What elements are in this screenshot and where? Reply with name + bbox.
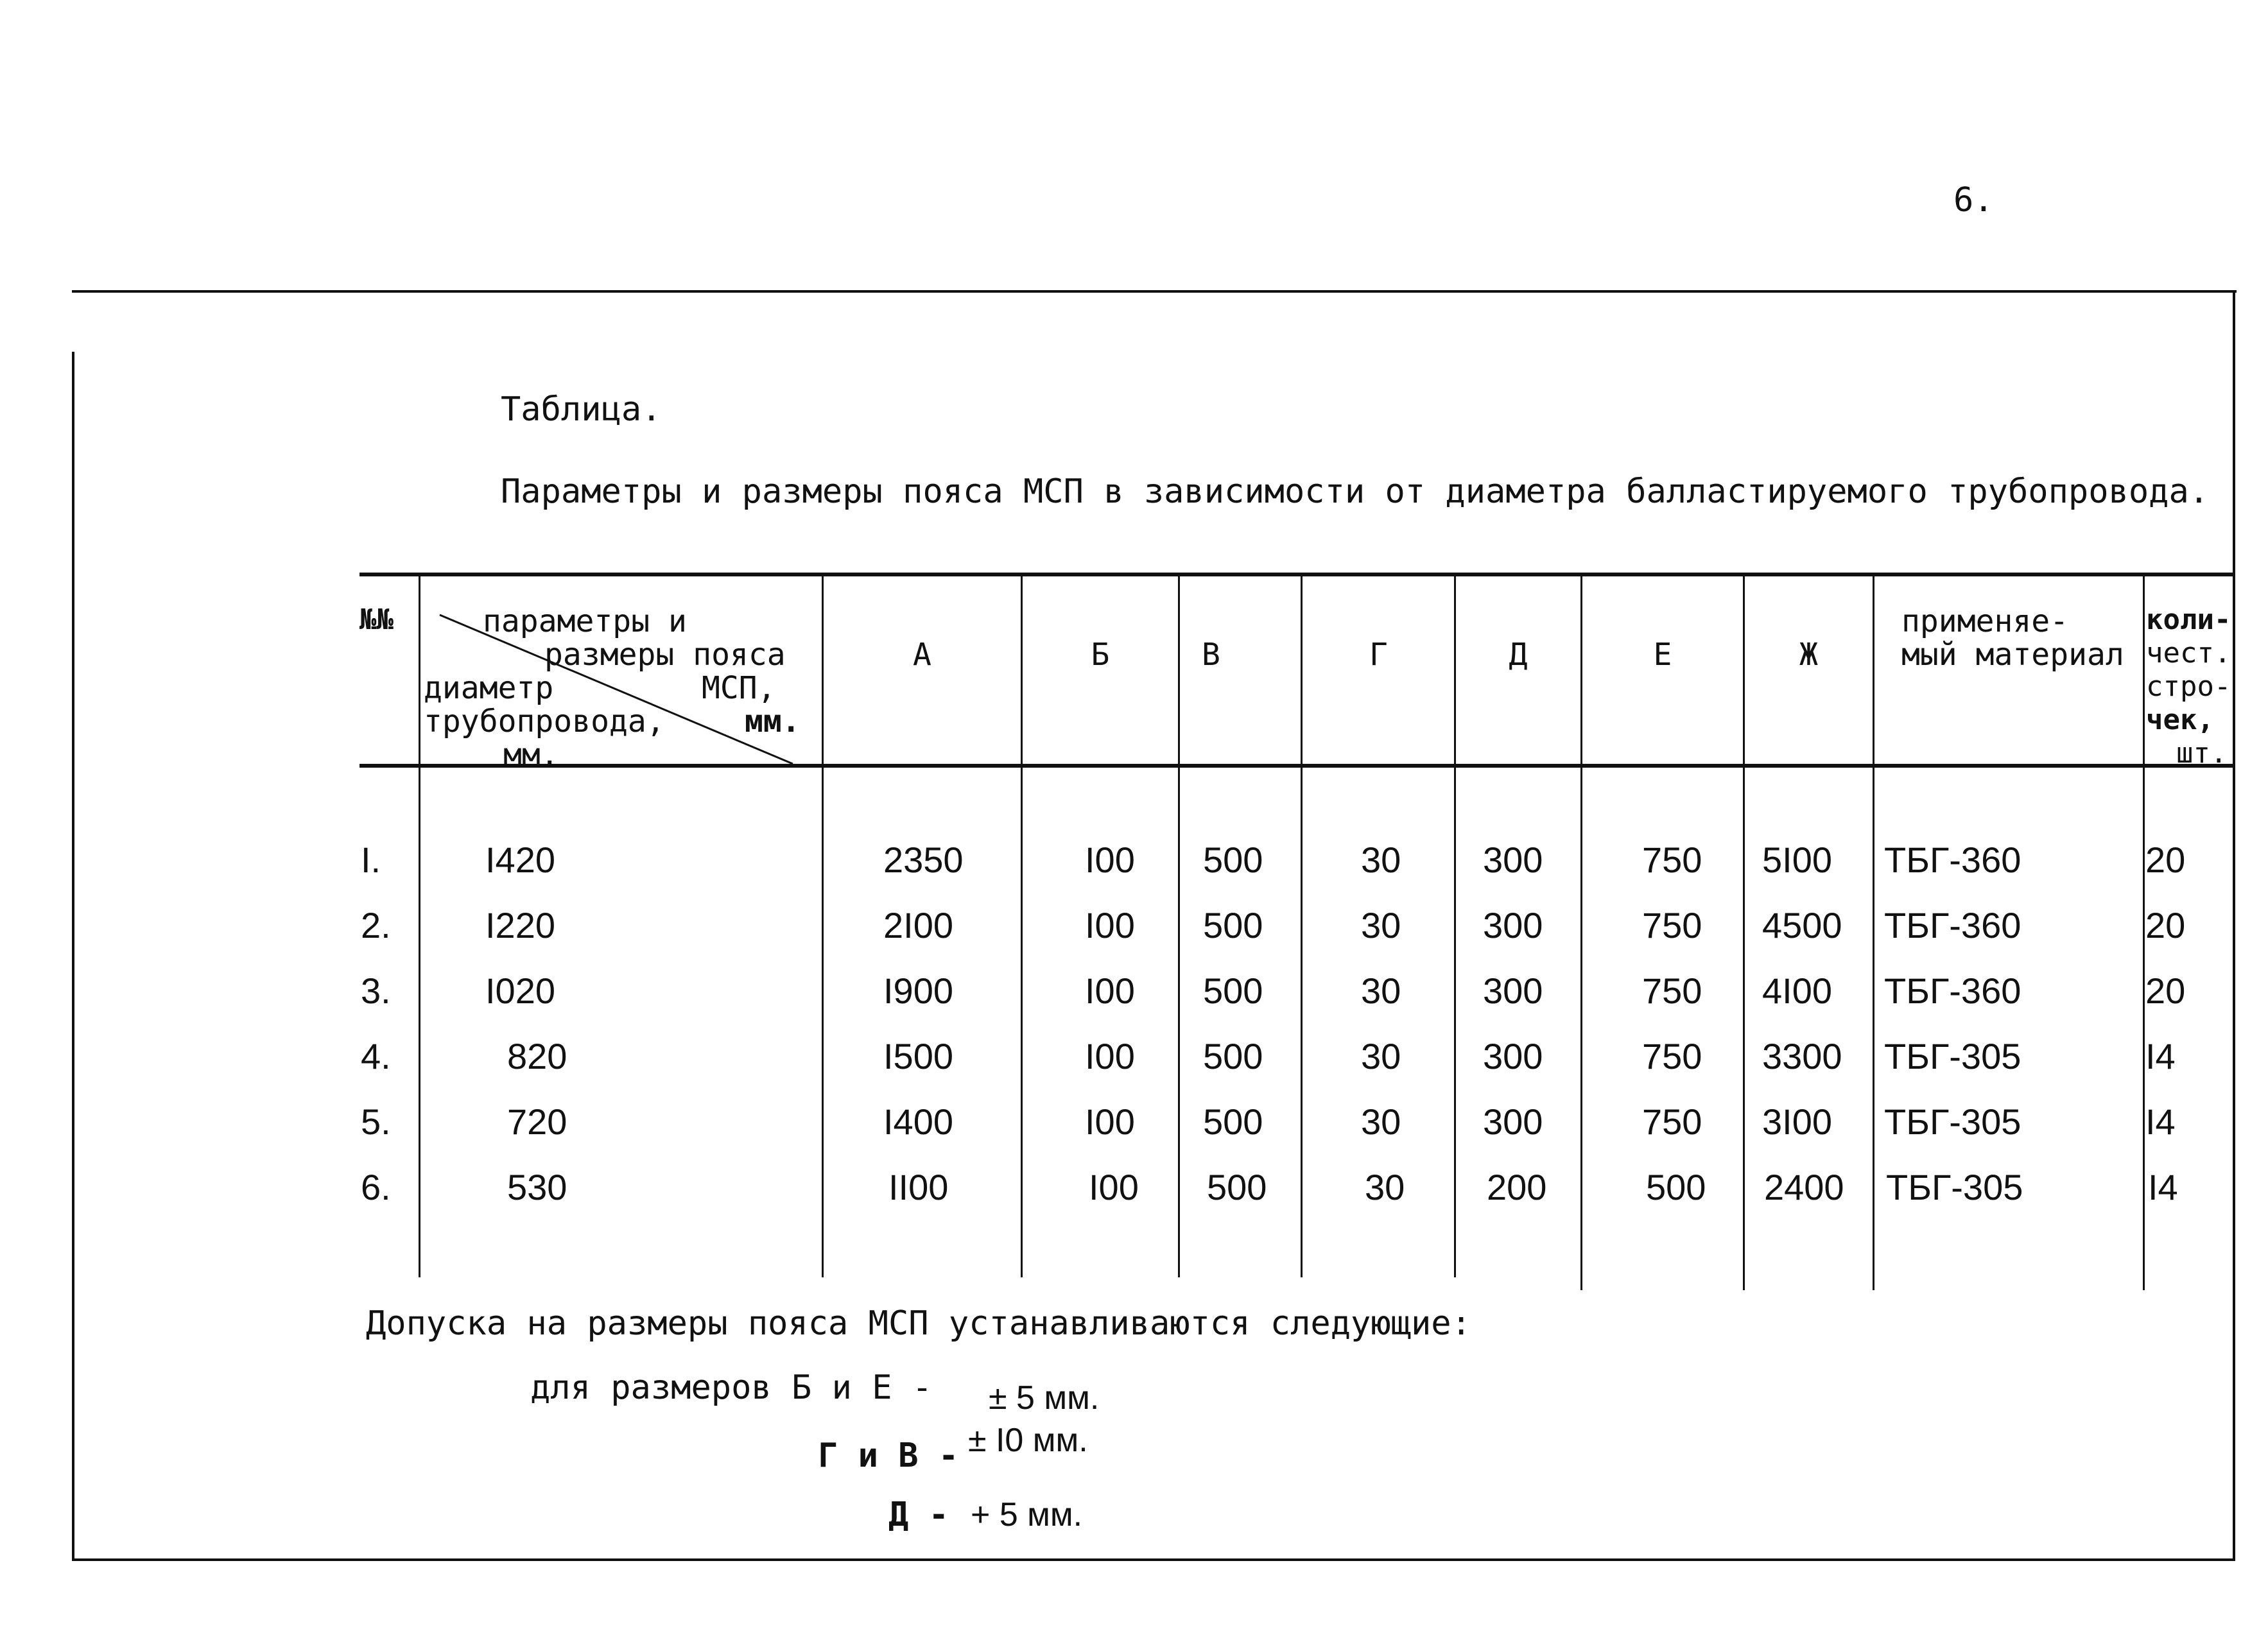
- cell-E: 750: [1642, 905, 1702, 945]
- cell-E: 750: [1642, 1101, 1702, 1142]
- cell-ZH: 4I00: [1762, 971, 1832, 1011]
- header-material-line1: применяе-: [1901, 603, 2069, 639]
- cell-material: ТБГ-305: [1884, 1101, 2021, 1142]
- cell-ZH: 2400: [1764, 1167, 1844, 1207]
- row-num: 2.: [361, 905, 391, 945]
- col-divider: [1743, 576, 1745, 1290]
- row-num: 5.: [361, 1101, 391, 1142]
- cell-B: I00: [1085, 905, 1135, 945]
- row-num: I.: [361, 840, 381, 880]
- row-diameter: 530: [507, 1167, 567, 1207]
- header-num: №№: [359, 603, 394, 636]
- header-col-B: Б: [1091, 637, 1110, 673]
- col-divider: [1873, 576, 1874, 1290]
- cell-B: I00: [1085, 971, 1135, 1011]
- row-diameter: 720: [507, 1101, 567, 1142]
- cell-G: 30: [1365, 1167, 1405, 1207]
- cell-E: 750: [1642, 840, 1702, 880]
- frame-bottom-line: [72, 1558, 2235, 1561]
- header-col-ZH: Ж: [1799, 637, 1818, 673]
- header-qty-line4: чек,: [2146, 703, 2214, 736]
- cell-A: 2350: [883, 840, 964, 880]
- cell-E: 750: [1642, 1036, 1702, 1076]
- cell-G: 30: [1361, 840, 1401, 880]
- col-divider: [2143, 576, 2145, 1290]
- header-params-line2: размеры пояса: [544, 637, 786, 673]
- header-diam-line3: мм.: [503, 737, 559, 773]
- header-col-G: Г: [1369, 637, 1388, 673]
- cell-D: 300: [1483, 905, 1543, 945]
- cell-A: I900: [883, 971, 953, 1011]
- tolerances-intro: Допуска на размеры пояса МСП устанавливаются следующие:: [366, 1304, 1471, 1343]
- header-diam-line1: диаметр: [424, 670, 554, 706]
- cell-V: 500: [1203, 905, 1263, 945]
- cell-A: 2I00: [883, 905, 953, 945]
- col-divider: [1178, 576, 1180, 1277]
- cell-G: 30: [1361, 1101, 1401, 1142]
- cell-material: ТБГ-360: [1884, 971, 2021, 1011]
- header-qty-line3: стро-: [2146, 670, 2231, 703]
- header-qty-line1: коли-: [2146, 603, 2231, 636]
- cell-D: 300: [1483, 971, 1543, 1011]
- cell-D: 300: [1483, 1101, 1543, 1142]
- header-col-D: Д: [1509, 637, 1528, 673]
- header-col-A: А: [913, 637, 931, 673]
- header-params-line3: МСП,: [702, 670, 776, 706]
- row-num: 6.: [361, 1167, 391, 1207]
- row-diameter: I220: [485, 905, 555, 945]
- row-diameter: I420: [485, 840, 555, 880]
- frame-right-line: [2233, 290, 2235, 1560]
- cell-ZH: 5I00: [1762, 840, 1832, 880]
- tolerance-value-1: ± 5 мм.: [989, 1379, 1100, 1417]
- page-number: 6.: [1953, 181, 1994, 220]
- row-num: 3.: [361, 971, 391, 1011]
- cell-V: 500: [1207, 1167, 1267, 1207]
- cell-B: I00: [1085, 840, 1135, 880]
- col-divider: [1021, 576, 1023, 1277]
- table-subtitle: Параметры и размеры пояса МСП в зависимости от диаметра балластируемого трубопровода.: [501, 472, 2210, 511]
- row-diameter: 820: [507, 1036, 567, 1076]
- cell-G: 30: [1361, 1036, 1401, 1076]
- tolerance-label-1: для размеров Б и Е -: [530, 1368, 933, 1407]
- cell-material: ТБГ-360: [1884, 905, 2021, 945]
- header-material-line2: мый материал: [1901, 637, 2124, 673]
- cell-ZH: 3300: [1762, 1036, 1842, 1076]
- header-qty-line5: шт.: [2176, 737, 2228, 770]
- tolerance-value-3: + 5 мм.: [971, 1496, 1083, 1533]
- cell-D: 200: [1487, 1167, 1547, 1207]
- cell-qty: I4: [2145, 1036, 2176, 1076]
- cell-E: 500: [1646, 1167, 1706, 1207]
- tolerance-value-2: ± I0 мм.: [968, 1422, 1088, 1459]
- tolerance-label-2: Г и В -: [818, 1437, 959, 1475]
- cell-E: 750: [1642, 971, 1702, 1011]
- header-col-V: В: [1202, 637, 1220, 673]
- cell-ZH: 3I00: [1762, 1101, 1832, 1142]
- col-divider: [1454, 576, 1456, 1277]
- header-params-line1: параметры и: [483, 603, 687, 639]
- cell-B: I00: [1089, 1167, 1139, 1207]
- cell-D: 300: [1483, 1036, 1543, 1076]
- cell-qty: 20: [2145, 971, 2186, 1011]
- table-title: Таблица.: [501, 390, 662, 429]
- col-divider: [822, 576, 824, 1277]
- header-col-E: Е: [1653, 637, 1672, 673]
- row-num: 4.: [361, 1036, 391, 1076]
- col-divider: [1580, 576, 1582, 1290]
- cell-qty: 20: [2145, 840, 2186, 880]
- cell-B: I00: [1085, 1036, 1135, 1076]
- cell-A: I400: [883, 1101, 953, 1142]
- cell-qty: I4: [2145, 1101, 2176, 1142]
- frame-left-line: [72, 352, 74, 1560]
- header-diam-line2: трубопровода,: [424, 703, 665, 739]
- cell-ZH: 4500: [1762, 905, 1842, 945]
- frame-top-line: [72, 290, 2237, 293]
- cell-G: 30: [1361, 905, 1401, 945]
- cell-B: I00: [1085, 1101, 1135, 1142]
- table-header-rule: [359, 764, 2233, 768]
- cell-V: 500: [1203, 840, 1263, 880]
- cell-qty: 20: [2145, 905, 2186, 945]
- cell-A: I500: [883, 1036, 953, 1076]
- row-diameter: I020: [485, 971, 555, 1011]
- cell-A: II00: [888, 1167, 949, 1207]
- cell-V: 500: [1203, 1036, 1263, 1076]
- col-divider: [1301, 576, 1303, 1277]
- cell-V: 500: [1203, 1101, 1263, 1142]
- tolerance-label-3: Д -: [888, 1496, 949, 1534]
- header-params-line4: мм.: [745, 703, 801, 739]
- cell-V: 500: [1203, 971, 1263, 1011]
- cell-qty: I4: [2148, 1167, 2178, 1207]
- cell-D: 300: [1483, 840, 1543, 880]
- header-qty-line2: чест.: [2146, 637, 2231, 669]
- cell-material: ТБГ-305: [1886, 1167, 2023, 1207]
- cell-material: ТБГ-360: [1884, 840, 2021, 880]
- cell-G: 30: [1361, 971, 1401, 1011]
- cell-material: ТБГ-305: [1884, 1036, 2021, 1076]
